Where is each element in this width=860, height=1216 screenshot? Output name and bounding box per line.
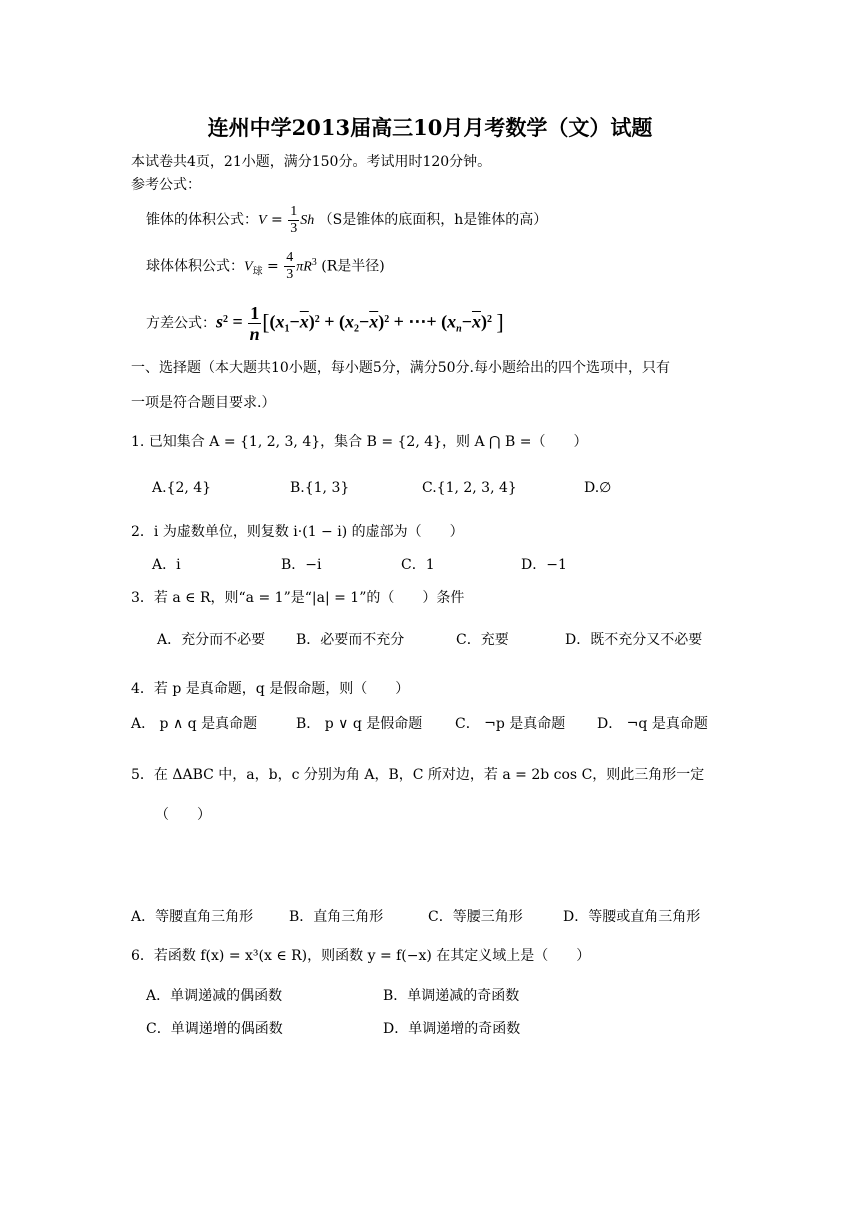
q3-option-c: C．充要 xyxy=(456,632,509,648)
cone-note: （S是锥体的底面积，h是锥体的高） xyxy=(318,212,548,228)
question-5-text: 在 ΔABC 中，a，b，c 分别为角 A，B，C 所对边，若 a = 2b cos C，则此三角形一定 xyxy=(153,767,705,783)
cone-formula: 锥体的体积公式：V = $\frac{1}{3}$ Sh （S是锥体的底面积，h是锥体的高） xyxy=(146,203,548,236)
question-2: 2．i 为虚数单位，则复数 i·(1 − i) 的虚部为（ ） xyxy=(131,524,464,540)
question-2-text: i 为虚数单位，则复数 i·(1 − i) 的虚部为（ ） xyxy=(153,524,464,540)
variance-formula: 方差公式：$s^2$ = $\frac{1}{n}$ [$(x_1-\overline{x})^2 + (x_2-\overline{x})^2$ + ⋯+ $(x_n-\overline{x})^2$ ] xyxy=(146,303,504,345)
q5-option-d: D．等腰或直角三角形 xyxy=(563,909,701,925)
q2-option-b: B．−i xyxy=(281,557,322,573)
question-3: 3．若 a ∈ R，则“a = 1”是“|a| = 1”的（ ）条件 xyxy=(131,590,465,606)
q2-option-c: C．1 xyxy=(401,557,435,573)
q5-option-a: A．等腰直角三角形 xyxy=(131,909,254,925)
q1-option-d: D.∅ xyxy=(584,480,612,496)
sphere-label: 球体体积公式： xyxy=(146,258,244,275)
q5-option-c: C．等腰三角形 xyxy=(428,909,523,925)
section1-heading-cont: 一项是符合题目要求.） xyxy=(131,395,276,411)
q2-option-a: A．i xyxy=(152,557,181,573)
q1-option-b: B.{1, 3} xyxy=(290,480,350,496)
question-6: 6．若函数 f(x) = x³(x ∈ R)，则函数 y = f(−x) 在其定义域上是（ ） xyxy=(131,948,591,964)
question-1-text: 已知集合 A = {1, 2, 3, 4}，集合 B = {2, 4}，则 A ⋂ B =（ ） xyxy=(148,434,588,450)
q6-option-d: D．单调递增的奇函数 xyxy=(383,1021,521,1037)
question-6-text: 若函数 f(x) = x³(x ∈ R)，则函数 y = f(−x) 在其定义域上是（ ） xyxy=(153,948,591,964)
exam-title: 连州中学2013届高三10月月考数学（文）试题 xyxy=(207,115,653,140)
question-5: 5．在 ΔABC 中，a，b，c 分别为角 A，B，C 所对边，若 a = 2b cos C，则此三角形一定 xyxy=(131,767,705,783)
q1-option-a: A.{2, 4} xyxy=(152,480,212,496)
question-4-text: 若 p 是真命题，q 是假命题，则（ ） xyxy=(153,681,410,697)
exam-intro: 本试卷共4页，21小题，满分150分。考试用时120分钟。 xyxy=(131,154,492,170)
q4-option-d: D． ¬q 是真命题 xyxy=(597,716,708,732)
q3-option-b: B．必要而不充分 xyxy=(296,632,405,648)
q4-option-a: A． p ∧ q 是真命题 xyxy=(131,716,258,732)
question-5-cont: （ ） xyxy=(155,807,211,823)
q6-option-a: A．单调递减的偶函数 xyxy=(146,988,283,1004)
section1-heading: 一、选择题（本大题共10小题，每小题5分，满分50分.每小题给出的四个选项中，只有 xyxy=(131,360,670,376)
q4-option-b: B． p ∨ q 是假命题 xyxy=(296,716,423,732)
question-1: 1. 已知集合 A = {1, 2, 3, 4}，集合 B = {2, 4}，则 A ⋂ B =（ ） xyxy=(131,434,588,450)
q3-option-d: D．既不充分又不必要 xyxy=(565,632,703,648)
q2-option-d: D．−1 xyxy=(521,557,567,573)
q6-option-c: C．单调递增的偶函数 xyxy=(146,1021,283,1037)
q5-option-b: B．直角三角形 xyxy=(289,909,384,925)
variance-label: 方差公式： xyxy=(146,315,216,332)
formula-heading: 参考公式： xyxy=(131,177,201,193)
q6-option-b: B．单调递减的奇函数 xyxy=(383,988,520,1004)
sphere-formula: 球体体积公式：$V_球$ = $\frac{4}{3}$ $\pi R^3$ (R是半径) xyxy=(146,250,385,283)
sphere-note: (R是半径) xyxy=(321,258,385,275)
q3-option-a: A．充分而不必要 xyxy=(157,632,266,648)
q4-option-c: C． ¬p 是真命题 xyxy=(455,716,566,732)
question-3-text: 若 a ∈ R，则“a = 1”是“|a| = 1”的（ ）条件 xyxy=(153,590,465,606)
question-4: 4．若 p 是真命题，q 是假命题，则（ ） xyxy=(131,681,410,697)
cone-label: 锥体的体积公式： xyxy=(146,212,258,228)
q1-option-c: C.{1, 2, 3, 4} xyxy=(422,480,517,496)
